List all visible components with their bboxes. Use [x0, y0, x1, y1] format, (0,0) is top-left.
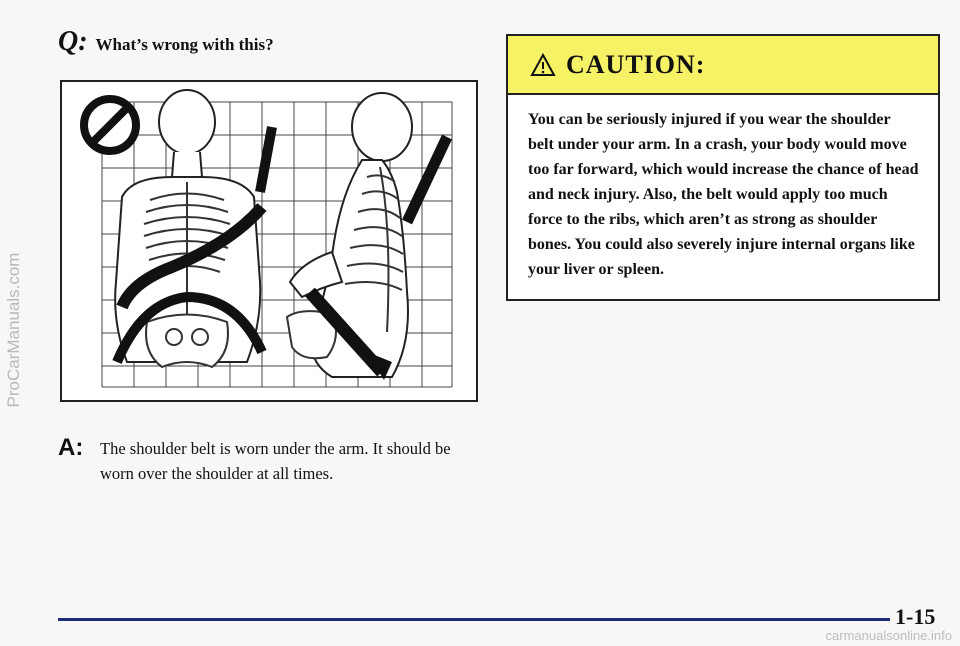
seatbelt-illustration	[60, 80, 478, 402]
question-text: What’s wrong with this?	[95, 35, 274, 54]
answer	[58, 436, 478, 486]
side-watermark-text: ProCarManuals.com	[4, 252, 23, 408]
seatbelt-illustration-svg	[62, 82, 476, 400]
page-number: 1-15	[895, 604, 936, 629]
caution-box	[506, 34, 940, 301]
caution-title: CAUTION:	[566, 49, 706, 79]
footer-watermark: carmanualsonline.info	[825, 628, 952, 643]
caution-body: You can be seriously injured if you wear the shoulder belt under your arm. In a crash, your body would move too far forward, which would increase the chance of head and neck injury. Also, the belt would apply too much force to the ribs, which aren’t as strong as shoulder bones. You could also severely injure internal organs like your liver or spleen.	[528, 111, 919, 278]
warning-triangle-icon	[530, 53, 556, 77]
caution-header	[508, 36, 938, 95]
no-symbol-icon	[84, 99, 136, 151]
answer-label: A:	[58, 434, 84, 461]
side-view-skeleton	[287, 93, 447, 380]
answer-text: The shoulder belt is worn under the arm. It should be worn over the shoulder at all times.	[100, 439, 451, 483]
side-watermark	[2, 90, 26, 570]
question	[58, 26, 274, 58]
question-label: Q:	[58, 26, 88, 57]
footer-rule	[58, 618, 890, 621]
